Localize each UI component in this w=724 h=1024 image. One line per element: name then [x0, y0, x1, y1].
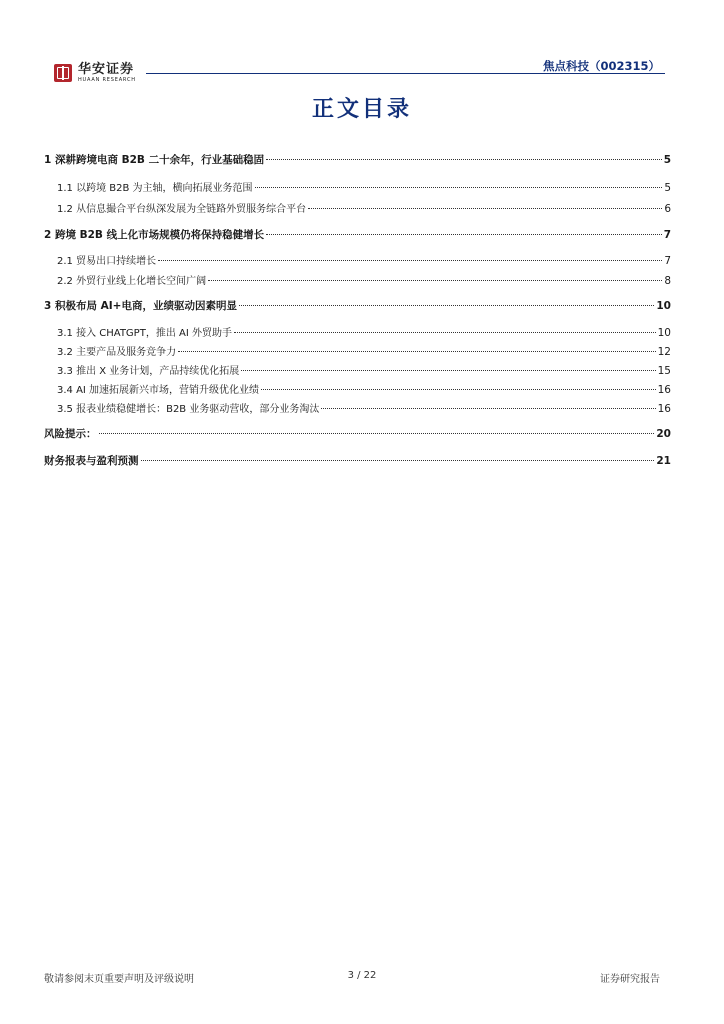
- seal-icon: [54, 64, 72, 82]
- toc-entry[interactable]: [44, 381, 671, 396]
- toc-page-number: 10: [656, 300, 671, 312]
- toc-dot-leader: [266, 234, 662, 235]
- toc-page-number: 12: [657, 346, 671, 358]
- page-footer: [0, 970, 724, 990]
- toc-entry-text: 1 深耕跨境电商 B2B 二十余年，行业基础稳固: [44, 154, 265, 166]
- toc-dot-leader: [241, 370, 655, 371]
- toc-entry-text: 2.1 贸易出口持续增长: [57, 256, 157, 267]
- toc-entry[interactable]: [44, 453, 671, 468]
- toc-entry[interactable]: [44, 152, 671, 167]
- toc-entry-text: 2.2 外贸行业线上化增长空间广阔: [57, 276, 207, 287]
- toc-entry-text: 2 跨境 B2B 线上化市场规模仍将保持稳健增长: [44, 229, 265, 241]
- toc-page-number: 10: [657, 327, 671, 339]
- toc-dot-leader: [261, 389, 656, 390]
- toc-page-number: 7: [664, 255, 671, 267]
- company-name: 焦点科技（002315）: [542, 59, 660, 73]
- toc-entry[interactable]: [44, 272, 671, 287]
- toc-entry-text: 3.2 主要产品及服务竞争力: [57, 347, 177, 358]
- toc-entry[interactable]: [44, 298, 671, 313]
- toc-entry-text: 1.2 从信息撮合平台纵深发展为全链路外贸服务综合平台: [57, 204, 307, 215]
- toc-page-number: 16: [657, 384, 671, 396]
- toc-entry[interactable]: [44, 362, 671, 377]
- footer-disclaimer: 敬请参阅末页重要声明及评级说明: [44, 974, 194, 985]
- toc-page-number: 5: [663, 154, 671, 166]
- toc-dot-leader: [208, 280, 662, 281]
- toc-entry[interactable]: [44, 400, 671, 415]
- toc-entry[interactable]: [44, 343, 671, 358]
- toc-entry[interactable]: [44, 227, 671, 242]
- toc-dot-leader: [255, 187, 663, 188]
- footer-page-number: 3 / 22: [347, 970, 377, 981]
- toc-page-number: 20: [656, 428, 671, 440]
- toc-page-number: 15: [657, 365, 671, 377]
- toc-page-number: 7: [663, 229, 671, 241]
- toc-entry[interactable]: [44, 324, 671, 339]
- toc-page-number: 5: [664, 182, 671, 194]
- toc-entry[interactable]: [44, 252, 671, 267]
- toc-entry-text: 3 积极布局 AI+电商，业绩驱动因素明显: [44, 300, 237, 312]
- footer-report-type: 证券研究报告: [600, 974, 660, 985]
- logo-cn-text: 华安证券: [78, 61, 135, 77]
- toc-page-number: 6: [664, 203, 671, 215]
- toc-entry-text: 1.1 以跨境 B2B 为主轴，横向拓展业务范围: [57, 183, 253, 194]
- toc-dot-leader: [158, 260, 662, 261]
- toc-dot-leader: [308, 208, 662, 209]
- toc-page-number: 16: [657, 403, 671, 415]
- toc-entry-text: 3.3 推出 X 业务计划，产品持续优化拓展: [57, 366, 240, 377]
- logo-en-text: HUAAN RESEARCH: [78, 76, 136, 83]
- toc-entry-text: 3.5 报表业绩稳健增长：B2B 业务驱动营收，部分业务淘汰: [57, 404, 320, 415]
- company-logo: [54, 60, 136, 86]
- toc-dot-leader: [99, 433, 655, 434]
- page-title: 正文目录: [311, 96, 412, 122]
- toc-entry[interactable]: [44, 200, 671, 215]
- header-divider: [146, 73, 665, 74]
- toc-entry[interactable]: [44, 426, 671, 441]
- toc-entry-text: 3.1 接入 CHATGPT，推出 AI 外贸助手: [57, 328, 232, 339]
- toc-page-number: 21: [656, 455, 671, 467]
- toc-dot-leader: [239, 305, 654, 306]
- toc-dot-leader: [178, 351, 656, 352]
- toc-dot-leader: [321, 408, 655, 409]
- toc-dot-leader: [266, 159, 662, 160]
- toc-dot-leader: [234, 332, 656, 333]
- toc-dot-leader: [141, 460, 655, 461]
- toc-entry[interactable]: [44, 179, 671, 194]
- toc-entry-text: 财务报表与盈利预测: [44, 455, 139, 467]
- toc-entry-text: 风险提示：: [44, 428, 97, 440]
- toc-entry-text: 3.4 AI 加速拓展新兴市场，营销升级优化业绩: [57, 385, 260, 396]
- page-header: [0, 0, 724, 90]
- toc-page-number: 8: [664, 275, 671, 287]
